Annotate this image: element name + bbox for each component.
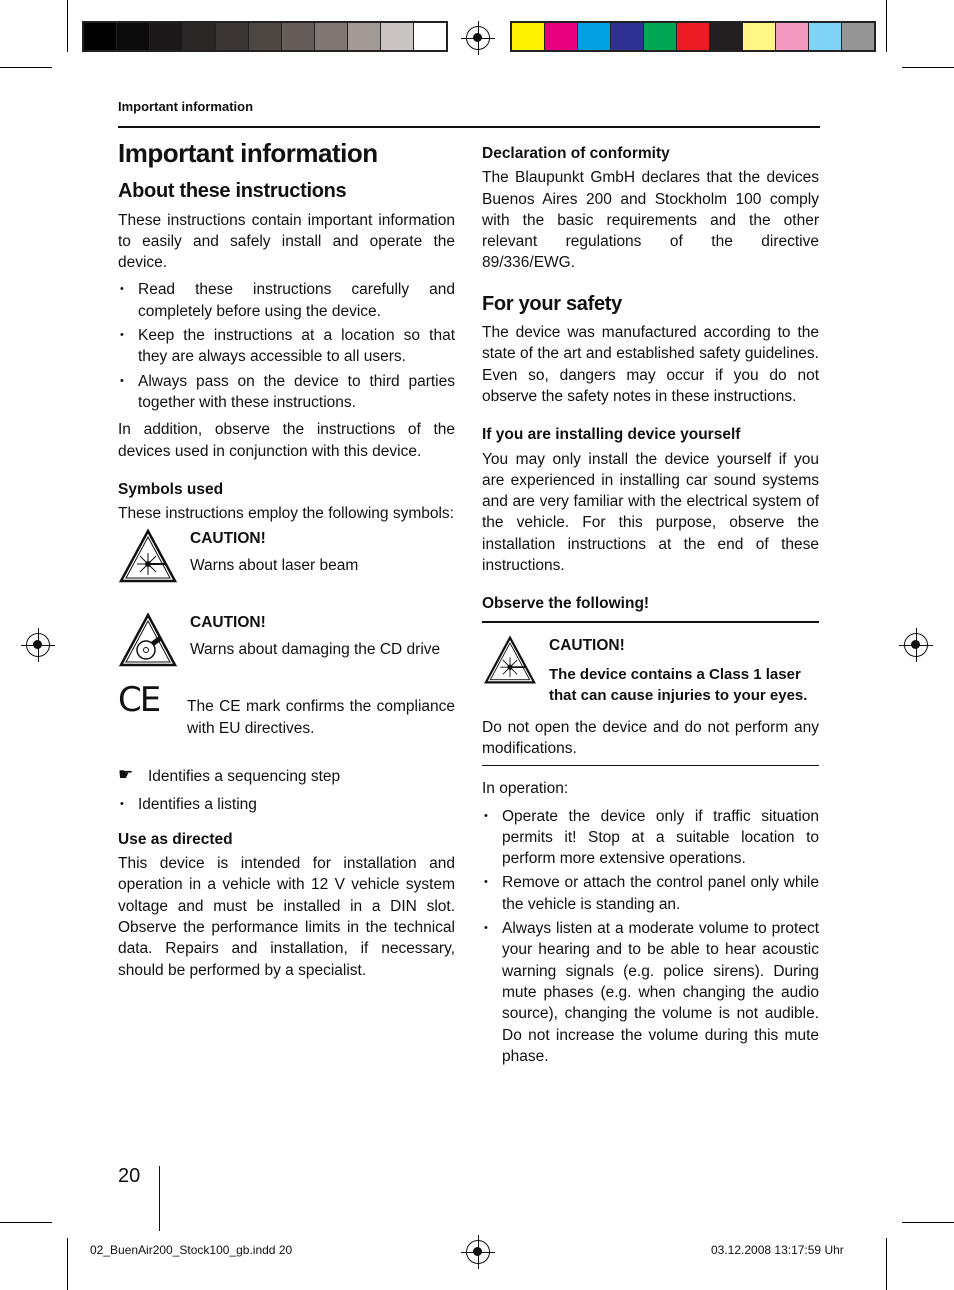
registration-mark-right: [904, 633, 928, 657]
color-swatch: [611, 23, 644, 50]
crop-mark: [902, 1222, 954, 1223]
page-title: Important information: [118, 138, 378, 168]
symbols-heading: Symbols used: [118, 480, 224, 498]
list-item: • Identifies a listing: [118, 794, 455, 815]
caution-note: Do not open the device and do not perform any modifications.: [482, 718, 819, 757]
color-swatch: [249, 23, 282, 50]
registration-mark-bottom: [466, 1240, 490, 1264]
safety-heading: For your safety: [482, 292, 622, 315]
listing-example: [118, 794, 455, 815]
color-bar: [510, 21, 876, 52]
right-column: [482, 143, 819, 1073]
color-swatch: [216, 23, 249, 50]
crop-mark: [886, 0, 887, 52]
list-item: • Operate the device only if traffic situation permits it! Stop at a suitable location to perform more extensive operations.: [482, 806, 819, 870]
observe-heading: Observe the following!: [482, 595, 650, 613]
list-item: • Remove or attach the control panel only while the vehicle is standing an.: [482, 872, 819, 915]
caution-cd-title: CAUTION!: [190, 614, 266, 632]
list-item: • Read these instructions carefully and completely before using the device.: [118, 279, 455, 322]
color-swatch: [117, 23, 150, 50]
caution-title: CAUTION!: [549, 636, 625, 654]
list-item: • Keep the instructions at a location so that they are always accessible to all users.: [118, 325, 455, 368]
crop-mark: [67, 0, 68, 52]
footer-timestamp: 03.12.2008 13:17:59 Uhr: [711, 1243, 844, 1257]
operation-bullet-list: [482, 806, 819, 1068]
color-swatch: [677, 23, 710, 50]
safety-text: The device was manufactured according to the state of the art and established safety guidelines. Even so, dangers may occur if you do not observe the safety notes in these instructions.: [482, 324, 819, 405]
color-swatch: [348, 23, 381, 50]
color-swatch: [282, 23, 315, 50]
step-text: Identifies a sequencing step: [148, 768, 341, 786]
caution-laser-title: CAUTION!: [190, 530, 266, 548]
color-swatch: [150, 23, 183, 50]
list-item: • Always pass on the device to third parties together with these instructions.: [118, 371, 455, 414]
laser-symbol-row: [118, 528, 455, 612]
install-text: You may only install the device yourself if you are experienced in installing car sound systems and are very familiar with the electrical system of the vehicle. For this purpose, observe the installation instructions at the end of these instructions.: [482, 450, 819, 575]
gray-color-bar: [82, 21, 448, 52]
symbols-intro: These instructions employ the following symbols:: [118, 505, 454, 523]
color-swatch: [743, 23, 776, 50]
color-swatch: [710, 23, 743, 50]
caution-laser-text: Warns about laser beam: [190, 556, 359, 574]
color-swatch: [512, 23, 545, 50]
ce-text: The CE mark confirms the compliance with EU directives.: [187, 698, 455, 737]
color-swatch: [381, 23, 414, 50]
page-number: 20: [118, 1165, 141, 1187]
running-header: Important information: [118, 99, 254, 114]
color-swatch: [842, 23, 874, 50]
caution-cd-text: Warns about damaging the CD drive: [190, 640, 441, 658]
list-item: • Always listen at a moderate volume to protect your hearing and to be able to hear acoustic warning signals (e.g. police sirens). During mute phases (e.g. when changing the audio source), changing the volume is not audible. Do not increase the volume during this mute phase.: [482, 918, 819, 1067]
ce-symbol-row: [118, 680, 455, 766]
use-text: This device is intended for installation and operation in a vehicle with 12 V vehicle system voltage and must be installed in a DIN slot. Observe the performance limits in the technical data. Repairs and installation, if necessary, should be performed by a specialist.: [118, 855, 455, 979]
color-swatch: [414, 23, 446, 50]
color-swatch: [644, 23, 677, 50]
about-intro: These instructions contain important information to easily and safely install and operate the device.: [118, 211, 455, 272]
page-number-rule: [159, 1166, 160, 1231]
color-swatch: [315, 23, 348, 50]
color-swatch: [809, 23, 842, 50]
crop-mark: [0, 1222, 52, 1223]
left-column: [118, 138, 455, 987]
laser-caution-box: [482, 635, 819, 717]
use-heading: Use as directed: [118, 830, 233, 848]
cd-drive-warning-icon: [118, 612, 178, 668]
operation-intro: In operation:: [482, 780, 569, 798]
declaration-text: The Blaupunkt GmbH declares that the devices Buenos Aires 200 and Stockholm 100 comply with the basic requirements and the other relevant regulations of the directive 89/336/EWG.: [482, 169, 819, 272]
color-swatch: [545, 23, 578, 50]
about-extra: In addition, observe the instructions of the devices used in conjunction with this device.: [118, 421, 455, 460]
color-swatch: [84, 23, 117, 50]
about-bullet-list: [118, 279, 455, 413]
color-swatch: [578, 23, 611, 50]
crop-mark: [0, 67, 52, 68]
footer-filename: 02_BuenAir200_Stock100_gb.indd 20: [90, 1243, 293, 1257]
color-swatch: [183, 23, 216, 50]
crop-mark: [902, 67, 954, 68]
laser-warning-icon: [118, 528, 178, 584]
cd-symbol-row: [118, 612, 455, 696]
step-row: [118, 766, 455, 794]
registration-mark-left: [26, 633, 50, 657]
install-heading: If you are installing device yourself: [482, 426, 741, 444]
about-heading: About these instructions: [118, 180, 347, 203]
observe-rule: [482, 621, 819, 623]
color-swatch: [776, 23, 809, 50]
caution-text: The device contains a Class 1 laser that can cause injuries to your eyes.: [549, 665, 808, 705]
declaration-heading: Declaration of conformity: [482, 145, 670, 162]
pointing-hand-icon: ☛: [118, 765, 134, 786]
registration-mark-top: [466, 26, 490, 50]
crop-mark: [67, 1238, 68, 1290]
header-rule: [118, 126, 820, 128]
ce-mark-icon: CE: [118, 680, 160, 721]
caution-rule: [482, 765, 819, 766]
laser-warning-icon: [482, 635, 538, 685]
crop-mark: [886, 1238, 887, 1290]
